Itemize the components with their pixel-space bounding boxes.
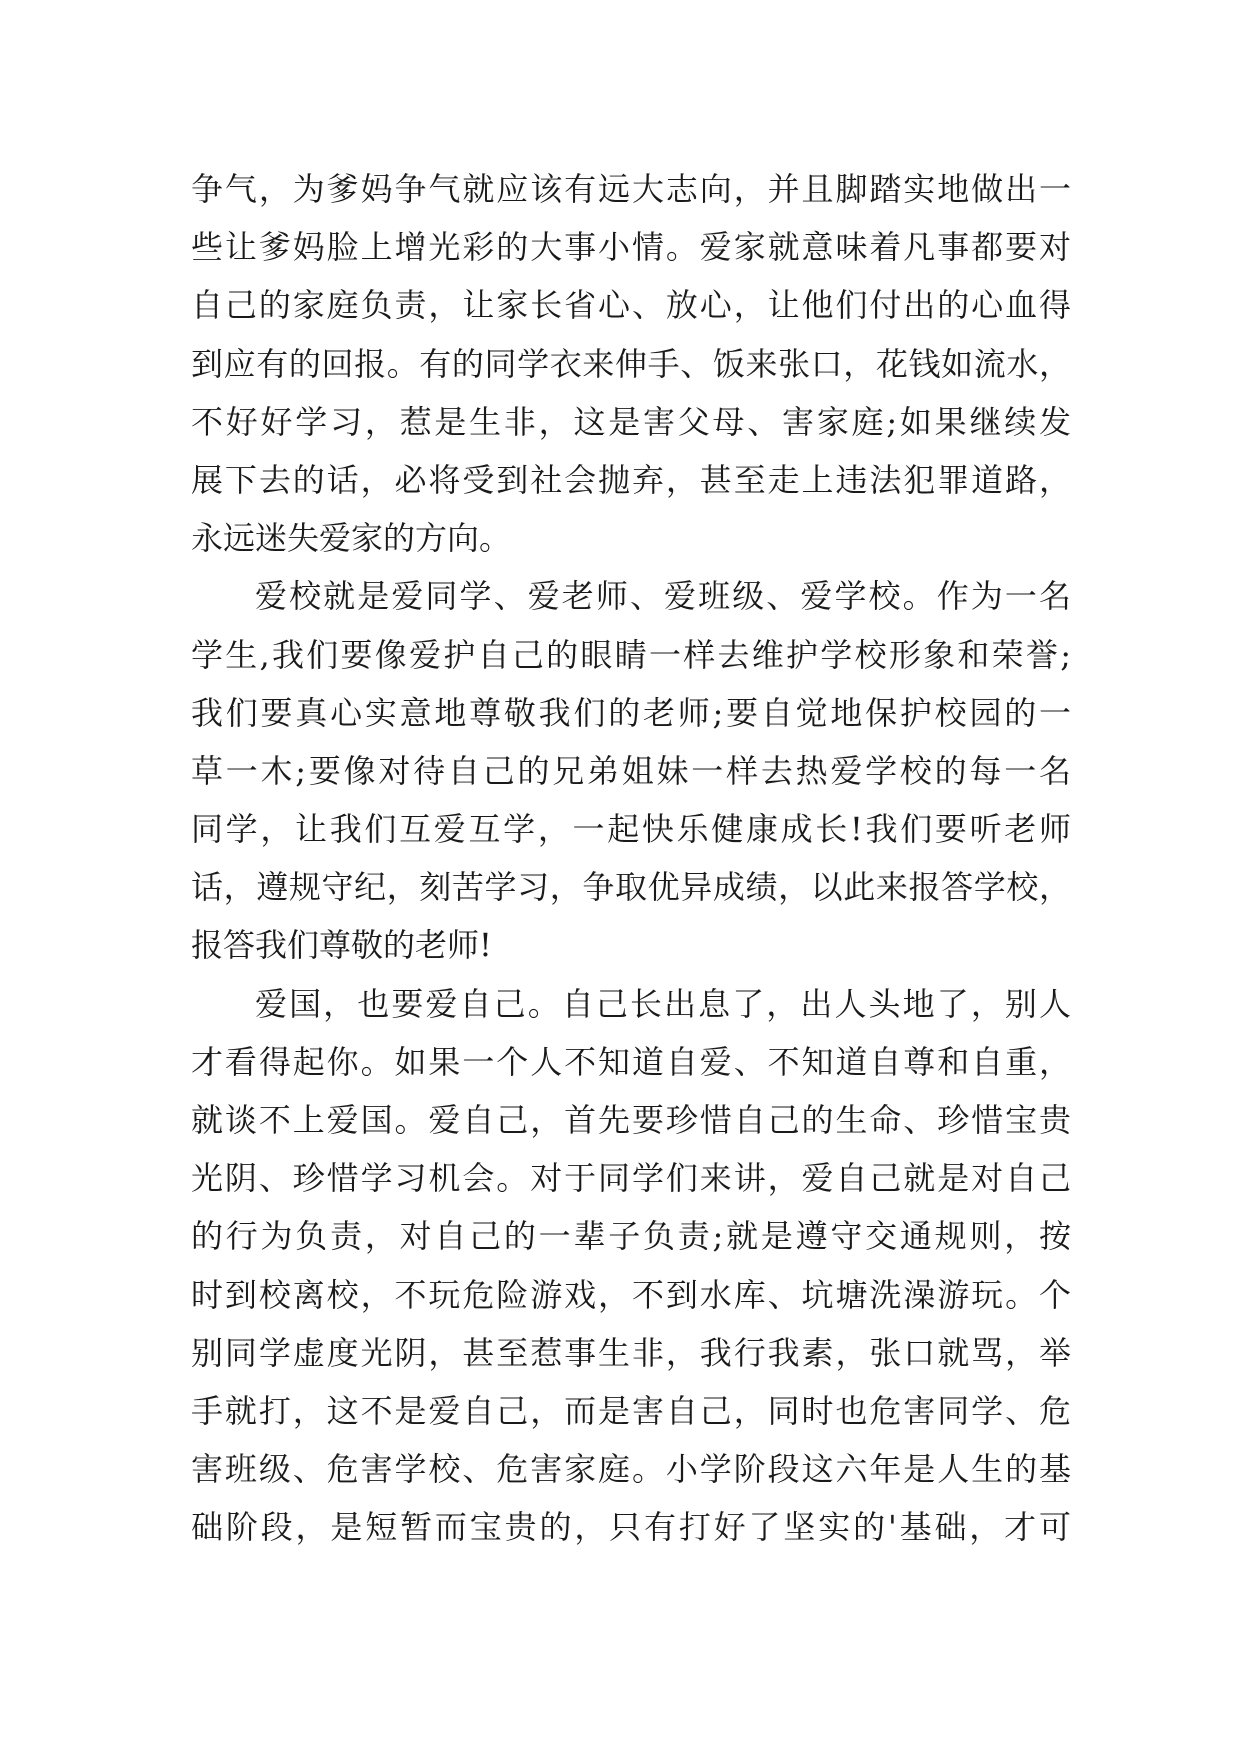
text-line: 光阴、珍惜学习机会。对于同学们来讲，爱自己就是对自己: [191, 1159, 1071, 1198]
text-line: 自己的家庭负责，让家长省心、放心，让他们付出的心血得: [191, 286, 1071, 325]
text-line: 学生,我们要像爱护自己的眼睛一样去维护学校形象和荣誉;: [191, 635, 1071, 674]
text-line: 不好好学习，惹是生非，这是害父母、害家庭;如果继续发: [191, 402, 1071, 441]
paragraph-first-line: 爱校就是爱同学、爱老师、爱班级、爱学校。作为一名: [255, 577, 1071, 616]
paragraph-first-line: 爱国，也要爱自己。自己长出息了，出人头地了，别人: [255, 984, 1071, 1023]
document-body: [191, 160, 1071, 1557]
text-line: 就谈不上爱国。爱自己，首先要珍惜自己的生命、珍惜宝贵: [191, 1101, 1071, 1139]
text-line: 争气，为爹妈争气就应该有远大志向，并且脚踏实地做出一: [191, 170, 1071, 208]
text-line: 永远迷失爱家的方向。: [191, 519, 512, 558]
text-line: 些让爹妈脸上增光彩的大事小情。爱家就意味着凡事都要对: [191, 228, 1071, 267]
text-line: 同学，让我们互爱互学，一起快乐健康成长!我们要听老师: [191, 810, 1071, 849]
text-line: 时到校离校，不玩危险游戏，不到水库、坑塘洗澡游玩。个: [191, 1275, 1071, 1314]
text-line: 话，遵规守纪，刻苦学习，争取优异成绩，以此来报答学校，: [191, 868, 1071, 907]
text-line: 手就打，这不是爱自己，而是害自己，同时也危害同学、危: [191, 1391, 1071, 1430]
text-line: 展下去的话，必将受到社会抛弃，甚至走上违法犯罪道路，: [191, 460, 1071, 499]
text-line: 别同学虚度光阴，甚至惹事生非，我行我素，张口就骂，举: [191, 1333, 1071, 1372]
text-line: 草一木;要像对待自己的兄弟姐妹一样去热爱学校的每一名: [191, 751, 1071, 790]
text-line: 我们要真心实意地尊敬我们的老师;要自觉地保护校园的一: [191, 693, 1071, 732]
text-line: 才看得起你。如果一个人不知道自爱、不知道自尊和自重，: [191, 1042, 1071, 1081]
text-line: 报答我们尊敬的老师!: [191, 926, 492, 965]
text-line: 到应有的回报。有的同学衣来伸手、饭来张口，花钱如流水，: [191, 344, 1071, 383]
text-line: 础阶段，是短暂而宝贵的，只有打好了坚实的'基础，才可: [191, 1508, 1071, 1547]
text-line: 的行为负责，对自己的一辈子负责;就是遵守交通规则，按: [191, 1217, 1071, 1256]
text-line: 害班级、危害学校、危害家庭。小学阶段这六年是人生的基: [191, 1450, 1071, 1489]
